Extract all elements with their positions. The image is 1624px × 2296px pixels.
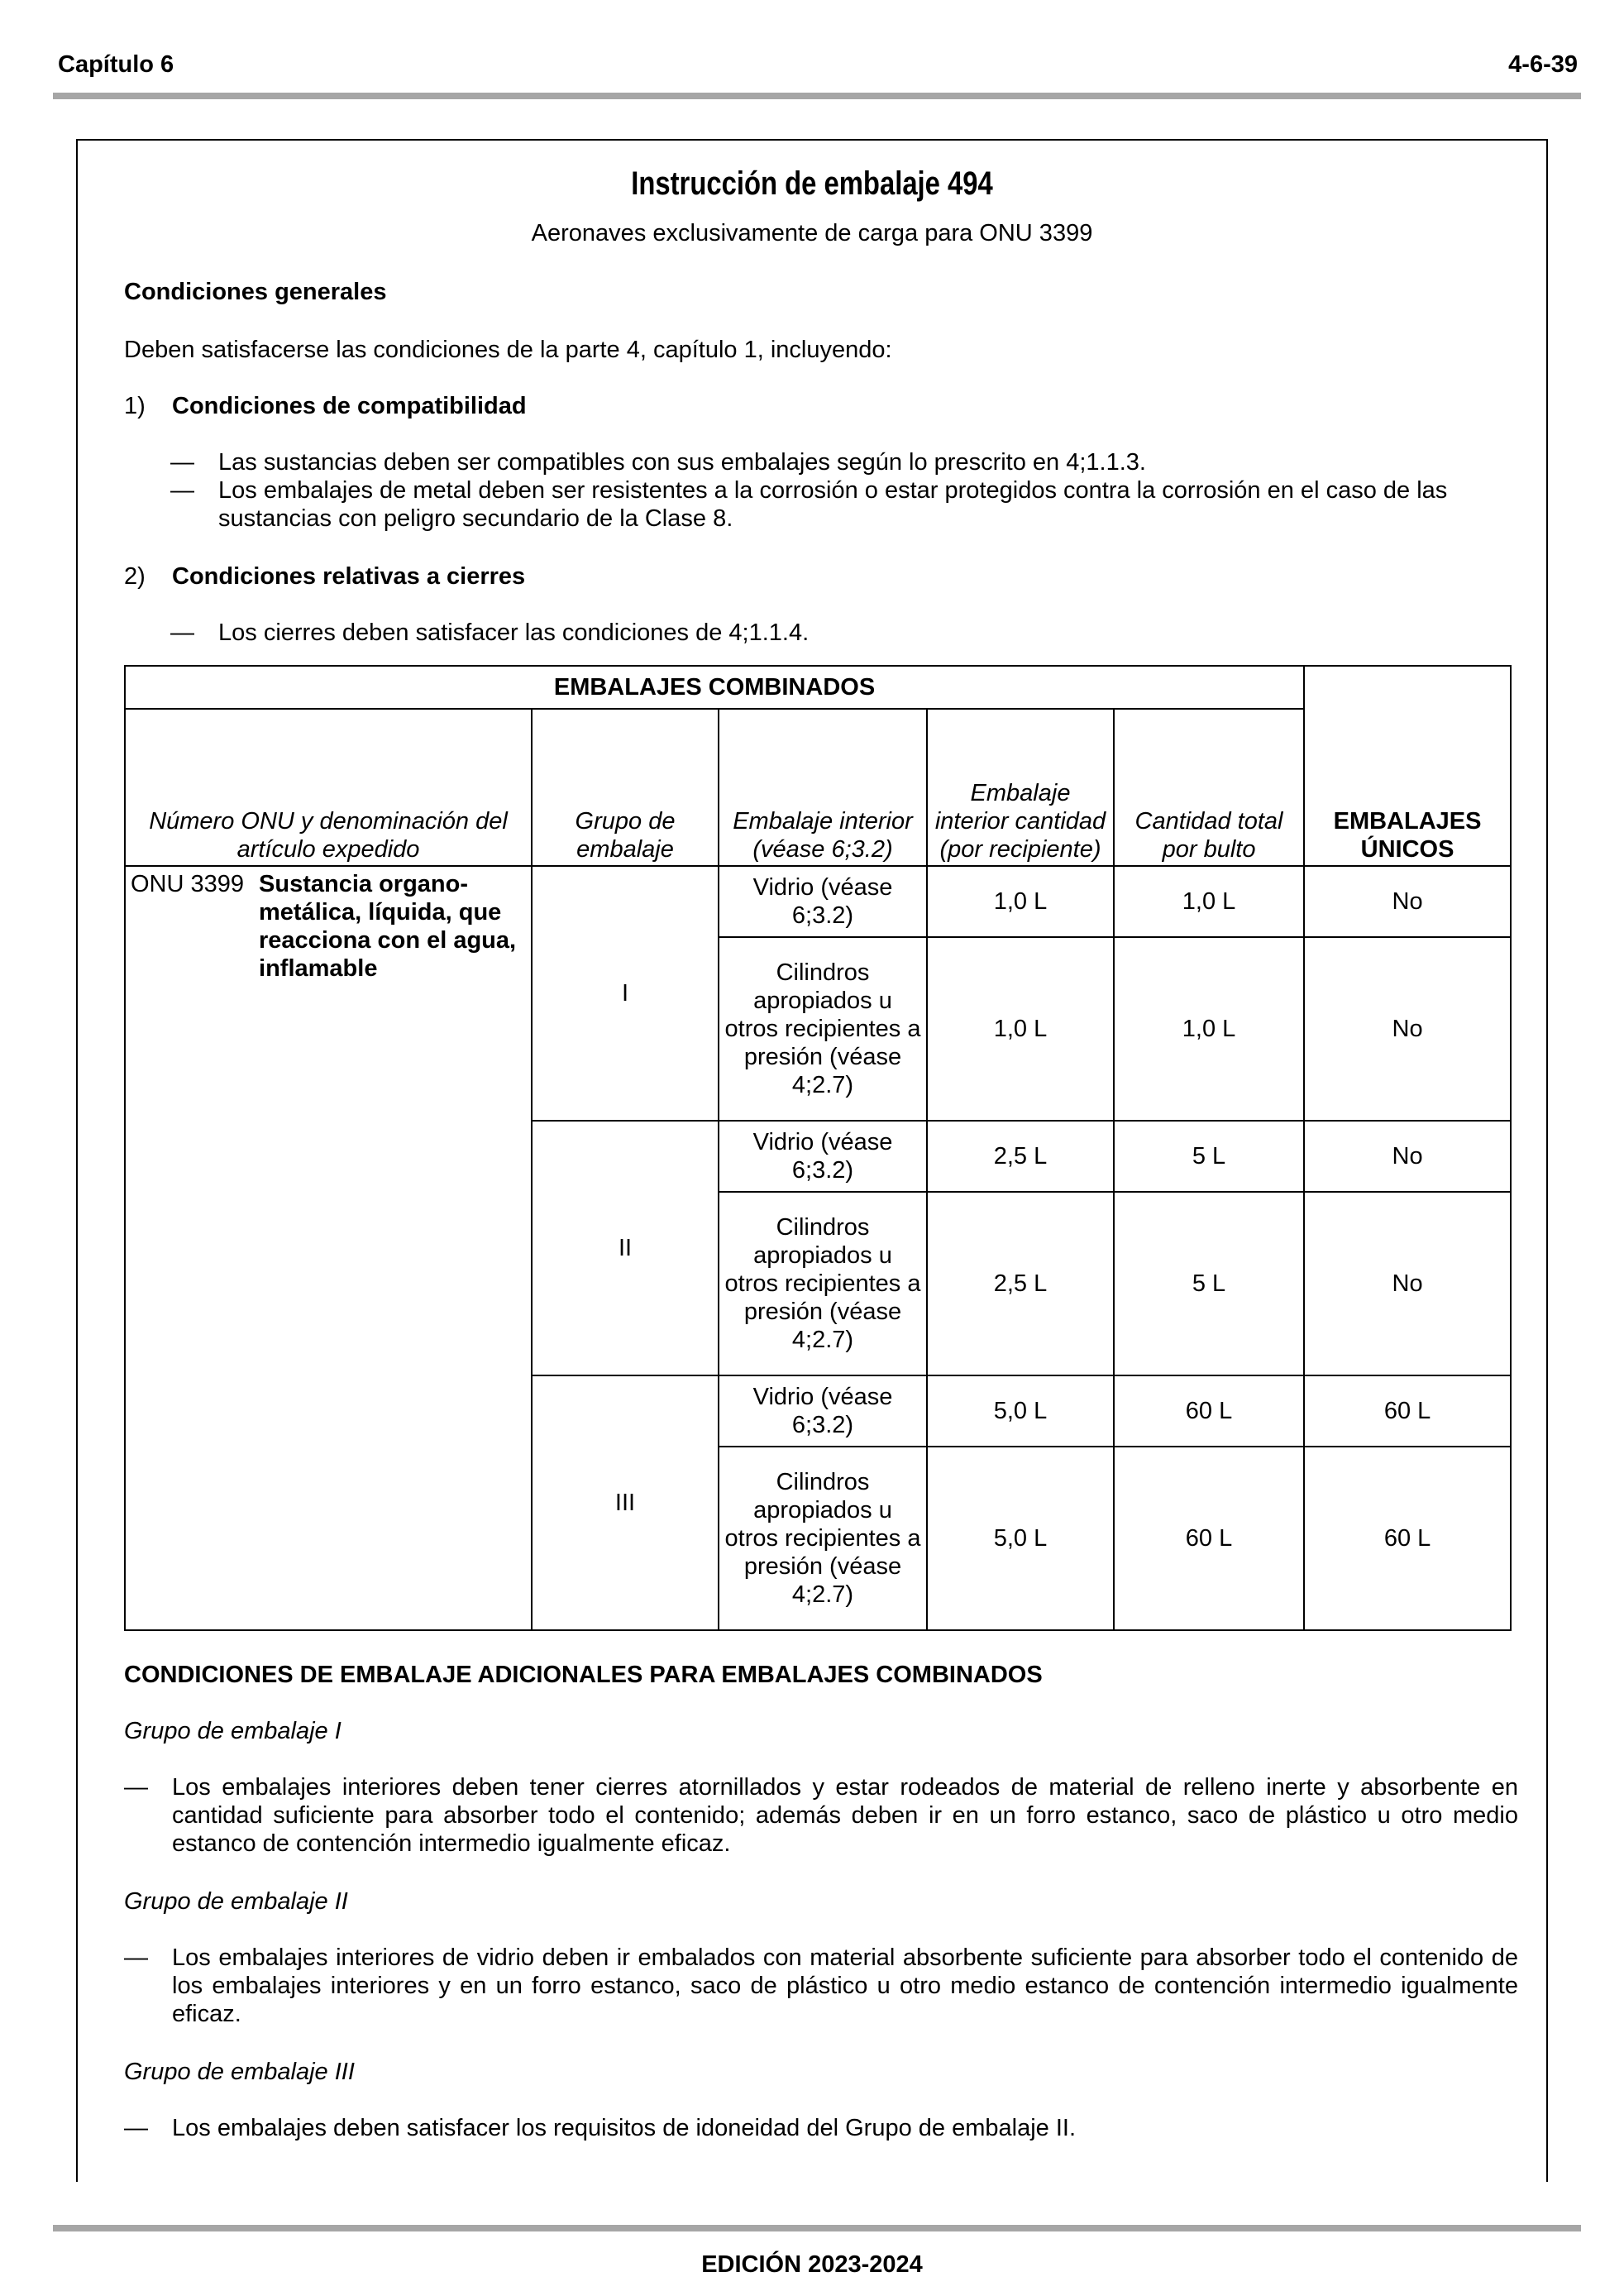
footer-rule <box>53 2225 1581 2231</box>
inner-column-header: Embalaje interior (véase 6;3.2) <box>719 709 927 866</box>
list-item <box>124 448 1518 476</box>
section-heading: Condiciones relativas a cierres <box>172 563 526 590</box>
list-item <box>124 476 1518 533</box>
combined-header: EMBALAJES COMBINADOS <box>125 666 1304 709</box>
inner-packaging: Cilindros apropiados u otros recipientes a presión (véase 4;2.7) <box>719 937 927 1121</box>
total-quantity: 60 L <box>1114 1375 1304 1447</box>
list-item <box>124 1773 1518 1858</box>
list-item-text: Los embalajes interiores de vidrio deben ir embalados con material absorbente suficiente para absorber todo el contenido de los embalajes interiores y en un forro estanco, saco de plástico u otro medio estanco de contención intermedio igualmente eficaz. <box>172 1944 1518 2027</box>
packing-group: I <box>532 866 719 1121</box>
single-packaging: No <box>1304 937 1511 1121</box>
list-item-text: Los cierres deben satisfacer las condiciones de 4;1.1.4. <box>218 619 810 646</box>
un-number: ONU 3399 <box>131 871 245 897</box>
inner-packaging: Cilindros apropiados u otros recipientes a presión (véase 4;2.7) <box>719 1447 927 1630</box>
single-packaging: No <box>1304 1121 1511 1192</box>
page-subtitle: Aeronaves exclusivamente de carga para ONU 3399 <box>531 220 1093 246</box>
dash-bullet: — <box>124 1774 148 1801</box>
list-item-text: Las sustancias deben ser compatibles con sus embalajes según lo prescrito en 4;1.1.3. <box>218 449 1146 476</box>
total-quantity: 1,0 L <box>1114 937 1304 1121</box>
packing-group: II <box>532 1121 719 1375</box>
page-title: Instrucción de embalaje 494 <box>631 165 993 202</box>
single-packaging: No <box>1304 1192 1511 1375</box>
inner-quantity: 2,5 L <box>927 1192 1114 1375</box>
list-item <box>124 2114 1518 2142</box>
group-label: Grupo de embalaje III <box>124 2059 355 2085</box>
compatibility-list <box>124 448 1518 533</box>
header-rule <box>53 93 1581 99</box>
inner-packaging: Vidrio (véase 6;3.2) <box>719 866 927 937</box>
pg-column-header: Grupo de embalaje <box>532 709 719 866</box>
inner-quantity: 2,5 L <box>927 1121 1114 1192</box>
section-number: 1) <box>124 393 146 419</box>
single-header: EMBALAJES ÚNICOS <box>1304 666 1511 866</box>
group-condition <box>124 1773 1518 1858</box>
table-header-row <box>125 666 1511 709</box>
inner-quantity: 5,0 L <box>927 1447 1114 1630</box>
page-reference: 4-6-39 <box>1508 51 1578 78</box>
table-row <box>125 866 1511 937</box>
section-closures <box>124 562 1518 591</box>
total-quantity: 60 L <box>1114 1447 1304 1630</box>
packing-table <box>124 665 1512 1631</box>
dash-bullet: — <box>170 477 194 504</box>
inner-packaging: Vidrio (véase 6;3.2) <box>719 1375 927 1447</box>
un-column-header: Número ONU y denominación del artículo expedido <box>125 709 532 866</box>
inner-qty-column-header: Embalaje interior cantidad (por recipiente) <box>927 709 1114 866</box>
group-condition <box>124 2114 1518 2142</box>
table-header-row <box>125 709 1511 866</box>
total-quantity: 1,0 L <box>1114 866 1304 937</box>
total-column-header: Cantidad total por bulto <box>1114 709 1304 866</box>
list-item <box>124 1944 1518 2028</box>
list-item-text: Los embalajes de metal deben ser resistentes a la corrosión o estar protegidos contra la corrosión en el caso de las sustancias con peligro secundario de la Clase 8. <box>218 477 1448 532</box>
inner-packaging: Vidrio (véase 6;3.2) <box>719 1121 927 1192</box>
packing-group: III <box>532 1375 719 1630</box>
dash-bullet: — <box>170 619 194 646</box>
section-compatibility <box>124 392 1518 420</box>
group-condition <box>124 1944 1518 2028</box>
chapter-label: Capítulo 6 <box>58 51 174 78</box>
closures-list <box>124 619 1518 647</box>
inner-quantity: 1,0 L <box>927 937 1114 1121</box>
single-packaging: 60 L <box>1304 1375 1511 1447</box>
list-item-text: Los embalajes interiores deben tener cierres atornillados y estar rodeados de material de relleno inerte y absorbente en cantidad suficiente para absorber todo el contenido; además deben ir en un forro estanco, saco de plástico u otro medio estanco de contención intermedio igualmente eficaz. <box>172 1774 1518 1857</box>
section-heading: Condiciones de compatibilidad <box>172 393 527 419</box>
edition-footer: EDICIÓN 2023-2024 <box>701 2251 923 2278</box>
general-heading: Condiciones generales <box>124 279 387 305</box>
list-item-text: Los embalajes deben satisfacer los requisitos de idoneidad del Grupo de embalaje II. <box>172 2115 1077 2141</box>
group-label: Grupo de embalaje II <box>124 1888 348 1915</box>
single-packaging: 60 L <box>1304 1447 1511 1630</box>
single-packaging: No <box>1304 866 1511 937</box>
un-description: Sustancia organo-metálica, líquida, que reacciona con el agua, inflamable <box>259 871 517 982</box>
dash-bullet: — <box>124 2115 148 2141</box>
general-intro: Deben satisfacerse las condiciones de la parte 4, capítulo 1, incluyendo: <box>124 337 892 363</box>
group-label: Grupo de embalaje I <box>124 1718 342 1744</box>
inner-quantity: 5,0 L <box>927 1375 1114 1447</box>
list-item <box>124 619 1518 647</box>
total-quantity: 5 L <box>1114 1121 1304 1192</box>
dash-bullet: — <box>170 449 194 476</box>
dash-bullet: — <box>124 1944 148 1971</box>
inner-packaging: Cilindros apropiados u otros recipientes a presión (véase 4;2.7) <box>719 1192 927 1375</box>
additional-heading: CONDICIONES DE EMBALAJE ADICIONALES PARA EMBALAJES COMBINADOS <box>124 1662 1043 1688</box>
total-quantity: 5 L <box>1114 1192 1304 1375</box>
section-number: 2) <box>124 563 146 590</box>
inner-quantity: 1,0 L <box>927 866 1114 937</box>
un-cell <box>125 866 532 1630</box>
